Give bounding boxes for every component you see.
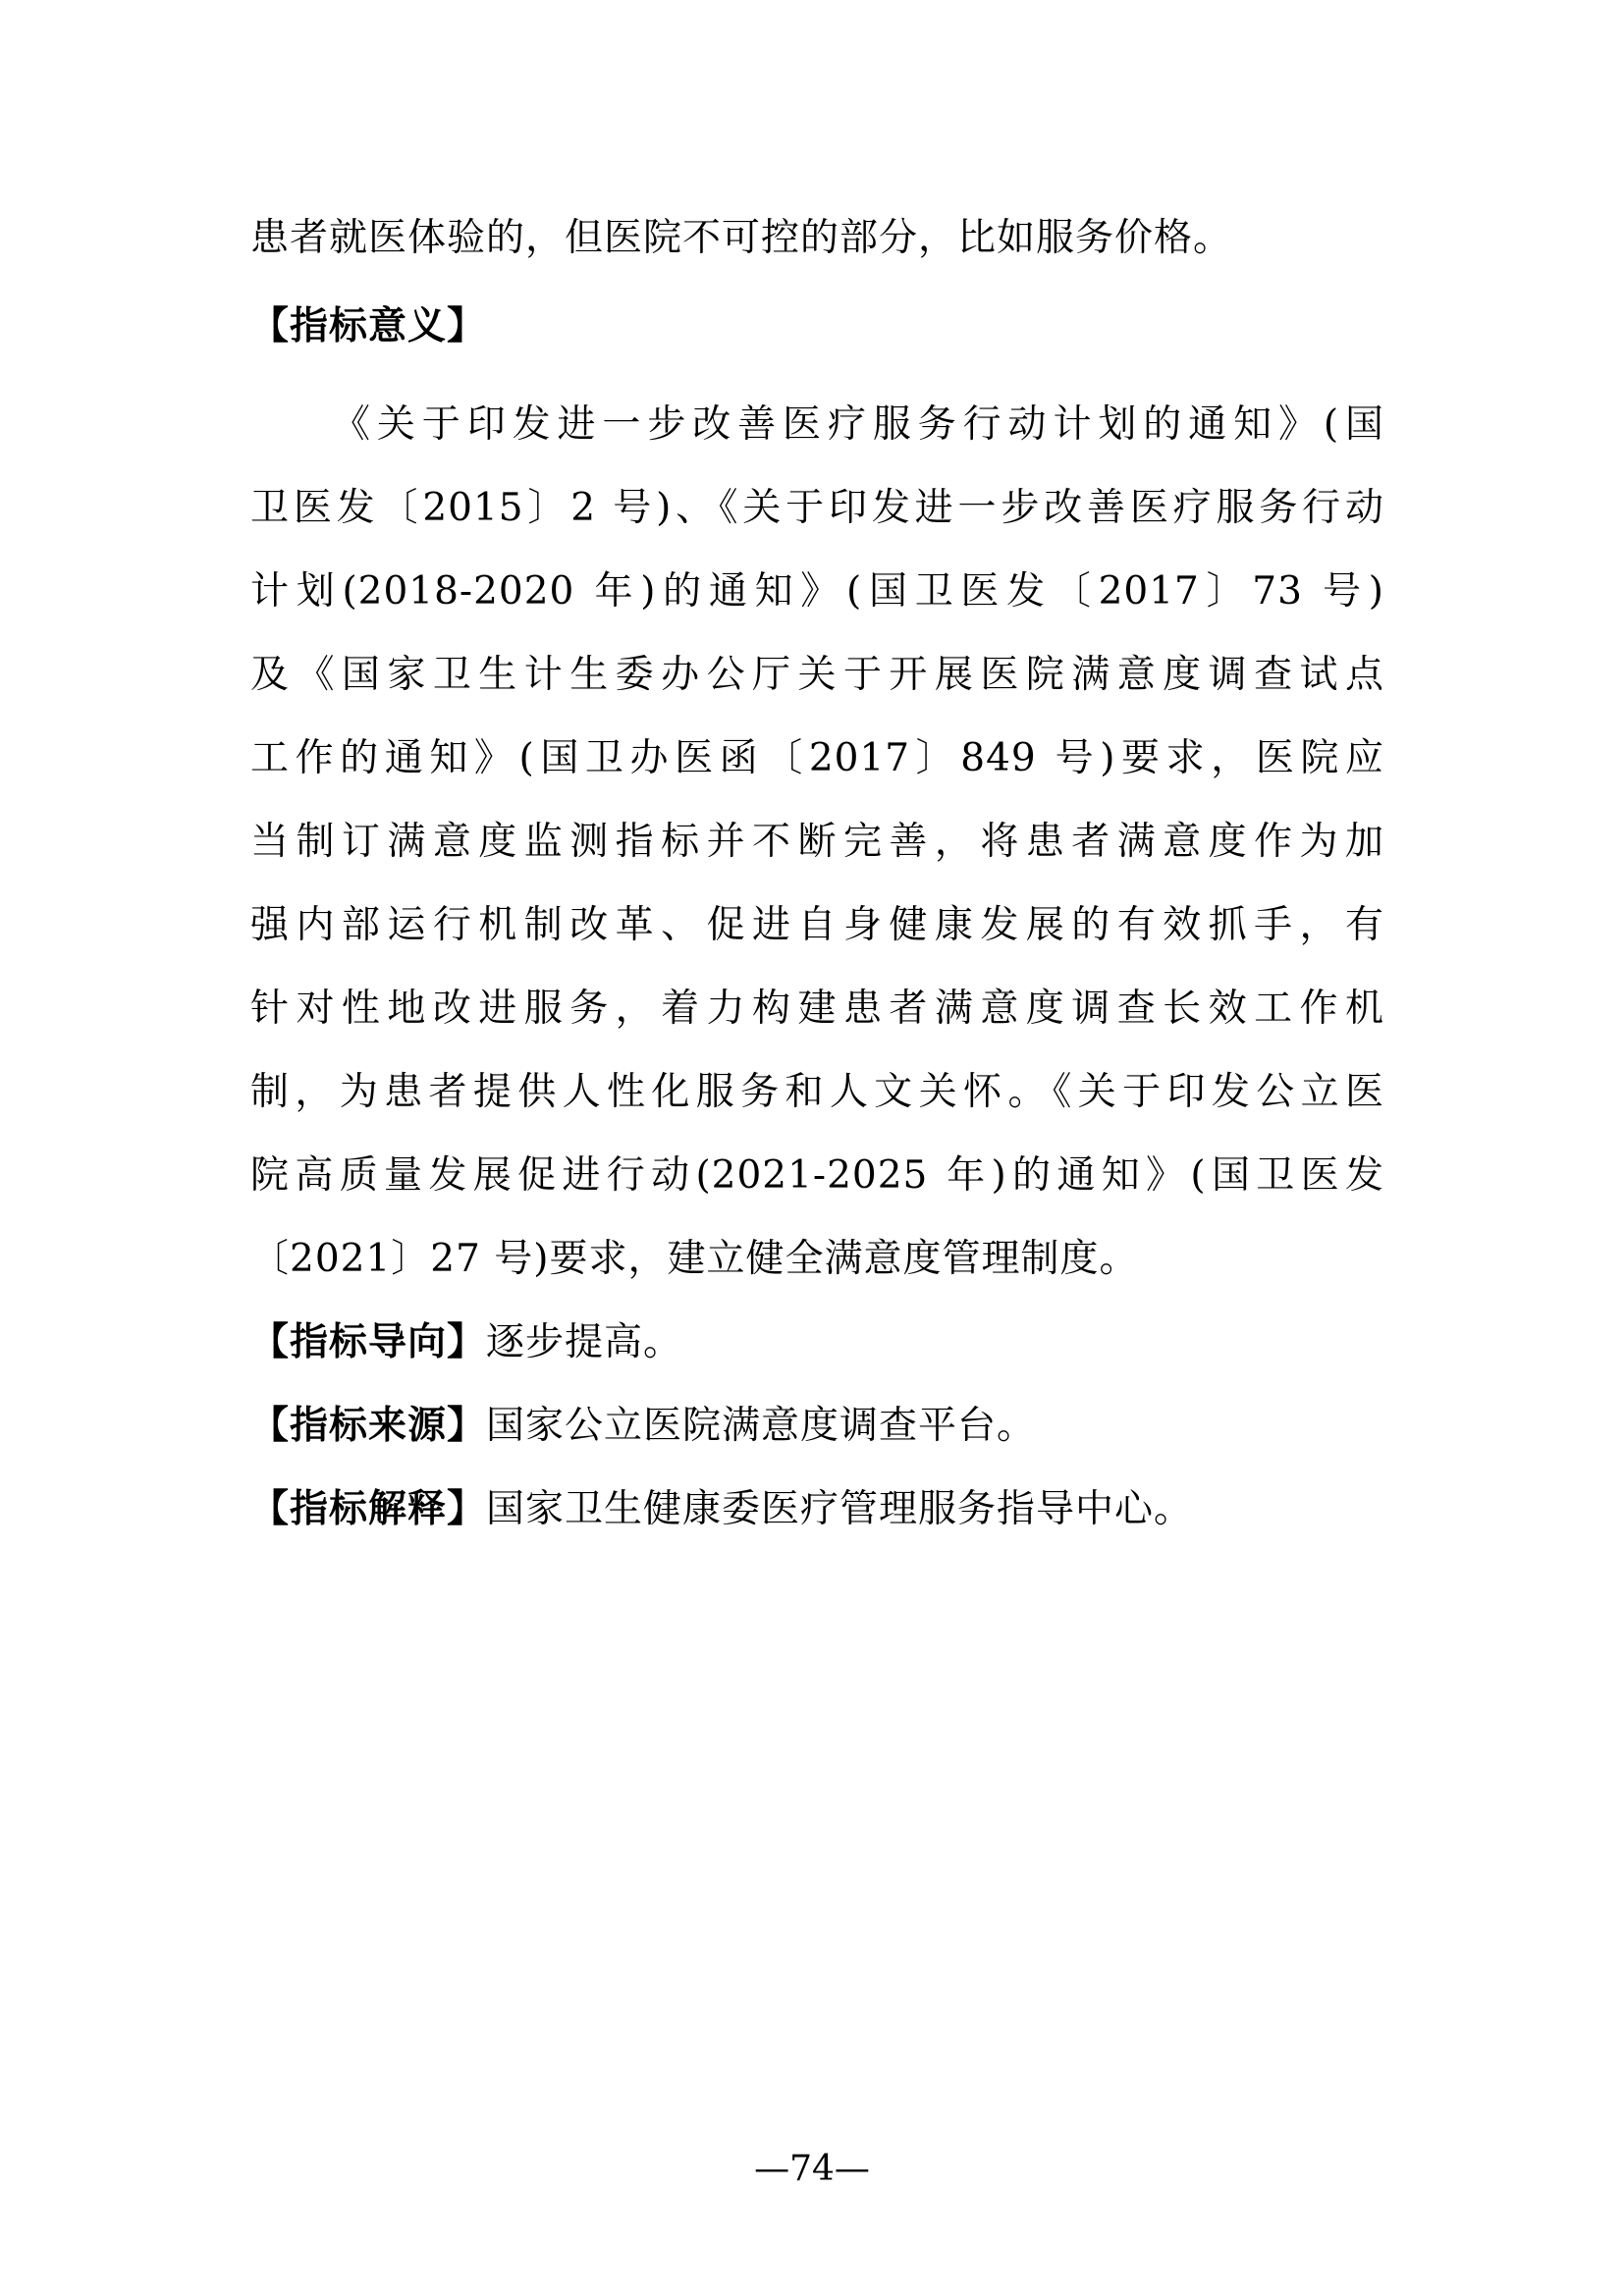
source-text: 国家公立医院满意度调查平台。 [486,1404,1037,1448]
significance-line-1: 《关于印发进一步改善医疗服务行动计划的通知》(国 [332,402,1384,447]
source-paragraph [250,1399,1384,1454]
interpretation-heading: 【指标解释】 [250,1487,487,1531]
significance-line-2: 卫医发〔2015〕2 号)、《关于印发进一步改善医疗服务行动 [250,486,1384,530]
significance-line-7: 强内部运行机制改革、促进自身健康发展的有效抓手，有 [250,903,1384,947]
significance-line-4: 及《国家卫生计生委办公厅关于开展医院满意度调查试点 [250,653,1384,697]
significance-line-6: 当制订满意度监测指标并不断完善，将患者满意度作为加 [250,820,1384,864]
orientation-heading: 【指标导向】 [250,1320,487,1364]
page-number: —74— [754,2149,870,2189]
orientation-paragraph [250,1315,1384,1370]
orientation-text: 逐步提高。 [486,1320,683,1364]
significance-line-3: 计划(2018-2020 年)的通知》(国卫医发〔2017〕73 号) [250,569,1384,614]
interpretation-paragraph [250,1482,1384,1537]
significance-line-10: 院高质量发展促进行动(2021-2025 年)的通知》(国卫医发 [250,1153,1384,1198]
significance-line-8: 针对性地改进服务，着力构建患者满意度调查长效工作机 [250,987,1384,1031]
interpretation-text: 国家卫生健康委医疗管理服务指导中心。 [486,1487,1194,1531]
significance-line-11: 〔2021〕27 号)要求，建立健全满意度管理制度。 [250,1237,1139,1281]
source-heading: 【指标来源】 [250,1404,487,1448]
significance-line-5: 工作的通知》(国卫办医函〔2017〕849 号)要求，医院应 [250,736,1384,780]
significance-heading: 【指标意义】 [250,304,487,348]
significance-line-9: 制，为患者提供人性化服务和人文关怀。《关于印发公立医 [250,1070,1384,1114]
intro-line: 患者就医体验的，但医院不可控的部分，比如服务价格。 [250,216,1233,260]
